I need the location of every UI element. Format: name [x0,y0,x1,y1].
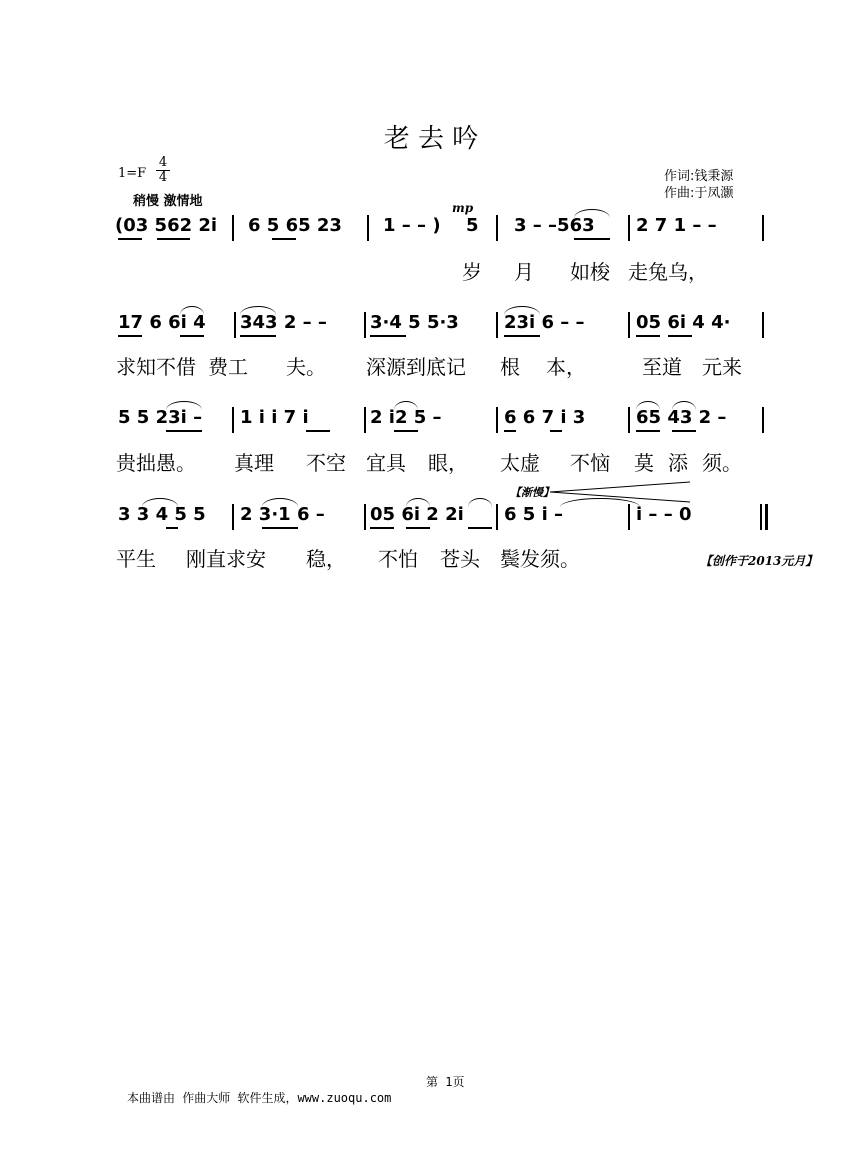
lyric: 至道 [642,355,682,379]
measure-3-pickup: 5 [466,215,479,236]
barline [628,215,630,241]
page-number: 第 1页 [426,1075,465,1089]
barline [628,407,630,433]
measure-12: 1 i i 7 i [240,407,309,428]
lyric: 根 [500,355,520,379]
barline [367,215,369,241]
slur [636,401,660,410]
measure-1: (03 562 2i [115,215,218,236]
lyric: 苍头 [440,547,480,571]
lyric: 莫 [634,451,654,475]
underline [118,238,142,240]
measure-20: i – – 0 [636,504,692,525]
measure-19: 6 5 i – [504,504,564,525]
time-signature-top: 4 [158,155,168,170]
lyric: 本， [546,355,586,379]
barline [762,312,764,338]
lyric: 不恼 [570,451,610,475]
underline [574,238,610,240]
measure-11: 5 5 23i – [118,407,203,428]
measure-4: 3 – –563 [514,215,595,236]
composer-credit: 作曲:于凤灏 [664,186,734,201]
underline [504,430,516,432]
measure-17: 2 3·1 6 – [240,504,325,525]
underline [668,335,692,337]
underline [157,238,190,240]
slur [180,306,204,315]
lyric: 如梭 [570,260,610,284]
lyric: 元来 [702,355,742,379]
time-signature-bottom: 4 [156,170,170,185]
lyric: 须。 [702,451,742,475]
barline [496,215,498,241]
underline [262,527,298,529]
measure-16: 3 3 4 5 5 [118,504,206,525]
lyric: 不怕 [378,547,418,571]
slur [394,401,418,410]
barline [364,312,366,338]
dynamic-marking: mp [452,201,474,215]
lyric: 真理 [234,451,274,475]
barline [364,407,366,433]
final-barline-thin [760,504,762,530]
barline [628,504,630,530]
underline [370,335,406,337]
slur [406,498,430,507]
measure-6: 17 6 6i 4 [118,312,206,333]
measure-3: 1 – – ) [383,215,441,236]
underline [240,335,276,337]
barline [496,504,498,530]
slur [504,306,540,315]
barline [496,312,498,338]
underline [272,238,296,240]
lyric: 眼， [428,451,468,475]
barline [232,407,234,433]
underline [118,335,142,337]
underline [180,335,204,337]
measure-7: 343 2 – – [240,312,327,333]
lyric: 费工 [208,355,248,379]
barline [232,504,234,530]
measure-10: 05 6i 4 4· [636,312,731,333]
slur [574,209,610,218]
measure-5: 2 7 1 – – [636,215,717,236]
lyric: 深源到底记 [366,355,466,379]
page-title: 老 去 吟 [383,124,479,154]
lyric: 稳， [306,547,346,571]
underline [394,430,418,432]
underline [504,335,540,337]
underline [468,527,492,529]
measure-8: 3·4 5 5·3 [370,312,459,333]
underline [636,335,660,337]
time-signature [156,156,170,185]
underline [370,527,394,529]
slur [240,306,276,315]
barline [496,407,498,433]
measure-18: 05 6i 2 2i [370,504,464,525]
lyric: 平生 [116,547,156,571]
underline [166,527,178,529]
slur [166,401,202,410]
key-signature: 1=F [118,166,147,181]
lyric: 宜具 [366,451,406,475]
slur [672,401,696,410]
lyric: 添 [668,451,688,475]
lyric: 太虚 [500,451,540,475]
slur [142,498,178,507]
underline [550,430,562,432]
measure-9: 23i 6 – – [504,312,585,333]
underline [166,430,202,432]
footer-credit: 本曲谱由 作曲大师 软件生成，www.zuoqu.com [127,1091,392,1105]
lyric: 求知不借 [116,355,196,379]
barline [234,312,236,338]
lyric: 不空 [306,451,346,475]
lyric: 夫。 [286,355,326,379]
slur [468,498,492,507]
underline [406,527,430,529]
final-barline-thick [765,504,768,530]
creation-date-note: 【创作于2013元月】 [700,554,818,568]
underline [306,430,330,432]
lyric: 走兔乌， [628,260,708,284]
barline [628,312,630,338]
ritardando-marking: 【渐慢】 [510,486,554,499]
barline [232,215,234,241]
measure-2: 6 5 65 23 [248,215,342,236]
lyric: 鬓发须。 [500,547,580,571]
lyric: 月 [514,260,534,284]
lyricist-credit: 作词:钱秉源 [664,169,734,184]
slur [262,498,298,507]
measure-13: 2 i2 5 – [370,407,442,428]
underline [672,430,696,432]
lyric: 贵拙愚。 [116,451,196,475]
measure-15: 65 43 2 – [636,407,727,428]
lyric: 岁 [462,260,482,284]
lyric: 刚直求安 [186,547,266,571]
barline [762,407,764,433]
measure-14: 6 6 7 i 3 [504,407,586,428]
underline [636,430,660,432]
barline [762,215,764,241]
tempo-marking: 稍慢 激情地 [133,194,203,209]
barline [364,504,366,530]
